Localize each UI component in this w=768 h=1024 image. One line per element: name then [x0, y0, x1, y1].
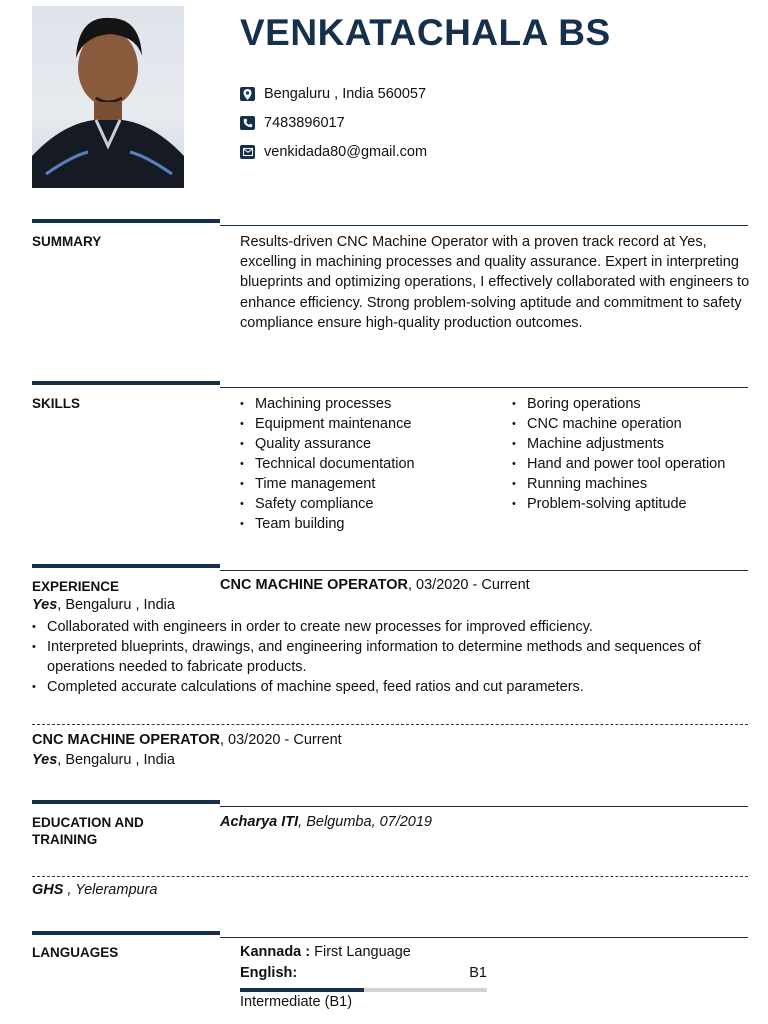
responsibility-item: • Interpreted blueprints, drawings, and engineering information to determine methods and sequences of operations needed to fabricate products. [32, 637, 742, 677]
job-location: , Bengaluru , India [57, 597, 175, 613]
section-divider [220, 387, 748, 388]
skill-item: • Hand and power tool operation [512, 454, 725, 474]
language-level: Intermediate (B1) [240, 994, 353, 1010]
skill-item: • Technical documentation [240, 454, 415, 474]
job-employer [32, 597, 175, 613]
responsibility-item: • Collaborated with engineers in order to create new processes for improved efficiency. [32, 617, 742, 637]
contact-email [240, 144, 427, 160]
native-language-name: Kannada : [240, 944, 311, 960]
location-pin-icon [240, 87, 255, 101]
section-divider [220, 570, 748, 571]
job-title [32, 732, 342, 748]
skill-item: • Quality assurance [240, 434, 415, 454]
contact-phone [240, 115, 345, 131]
phone-icon [240, 116, 255, 130]
skills-list-right [512, 394, 725, 514]
profile-photo [32, 6, 184, 188]
job-responsibilities [32, 617, 742, 697]
section-divider [220, 225, 748, 226]
language-proficiency-fill [240, 988, 364, 992]
education-entry [220, 814, 432, 830]
job-location: , Bengaluru , India [57, 752, 175, 768]
skill-item: • Machining processes [240, 394, 415, 414]
education-entry [32, 882, 157, 898]
skill-item: • Time management [240, 474, 415, 494]
language-proficiency-bar [240, 988, 487, 992]
entry-divider [32, 876, 748, 877]
job-company: Yes [32, 597, 58, 613]
job-role: CNC MACHINE OPERATOR [220, 577, 408, 593]
job-title [220, 577, 530, 593]
skill-item: • Equipment maintenance [240, 414, 415, 434]
job-dates: , 03/2020 - Current [407, 577, 530, 593]
job-company: Yes [32, 752, 58, 768]
section-divider [220, 937, 748, 938]
section-divider [220, 806, 748, 807]
experience-heading: EXPERIENCE [32, 579, 120, 594]
section-accent-bar [32, 564, 220, 568]
job-role: CNC MACHINE OPERATOR [32, 732, 220, 748]
school-name: Acharya ITI [220, 814, 299, 830]
summary-text: Results-driven CNC Machine Operator with a proven track record at Yes, excelling in machining processes and quality assurance. Expert in interpreting blueprints and optimizing operations, I effectively collaborated with engineers to enhance efficiency. Strong problem-solving aptitude and commitment to safety compliance ensure high-quality production outcomes. [240, 234, 750, 331]
native-language-level: First Language [310, 944, 411, 960]
section-accent-bar [32, 219, 220, 223]
school-name: GHS [32, 882, 64, 898]
skill-item: • CNC machine operation [512, 414, 725, 434]
section-accent-bar [32, 931, 220, 935]
job-dates: , 03/2020 - Current [219, 732, 342, 748]
section-accent-bar [32, 800, 220, 804]
job-employer [32, 752, 175, 768]
responsibility-item: • Completed accurate calculations of machine speed, feed ratios and cut parameters. [32, 677, 742, 697]
skill-item: • Machine adjustments [512, 434, 725, 454]
phone-text[interactable]: 7483896017 [264, 115, 345, 131]
section-accent-bar [32, 381, 220, 385]
skills-list-left [240, 394, 415, 534]
education-heading: EDUCATION AND TRAINING [32, 815, 144, 847]
skills-heading: SKILLS [32, 396, 81, 411]
contact-location [240, 86, 426, 102]
candidate-name: VENKATACHALA BS [240, 12, 611, 53]
email-icon [240, 145, 255, 159]
skill-item: • Running machines [512, 474, 725, 494]
skill-item: • Safety compliance [240, 494, 415, 514]
email-text[interactable]: venkidada80@gmail.com [264, 144, 428, 160]
skill-item: • Problem-solving aptitude [512, 494, 725, 514]
languages-heading: LANGUAGES [32, 945, 119, 960]
entry-divider [32, 724, 748, 725]
school-detail: , Belgumba, 07/2019 [298, 814, 432, 830]
school-detail: , Yelerampura [63, 882, 158, 898]
language-name: English: [240, 965, 298, 981]
skill-item: • Team building [240, 514, 415, 534]
location-text: Bengaluru , India 560057 [264, 86, 427, 102]
skill-item: • Boring operations [512, 394, 725, 414]
language-code: B1 [469, 965, 487, 981]
native-language [240, 944, 411, 960]
language-english [240, 965, 487, 981]
summary-heading: SUMMARY [32, 234, 102, 249]
